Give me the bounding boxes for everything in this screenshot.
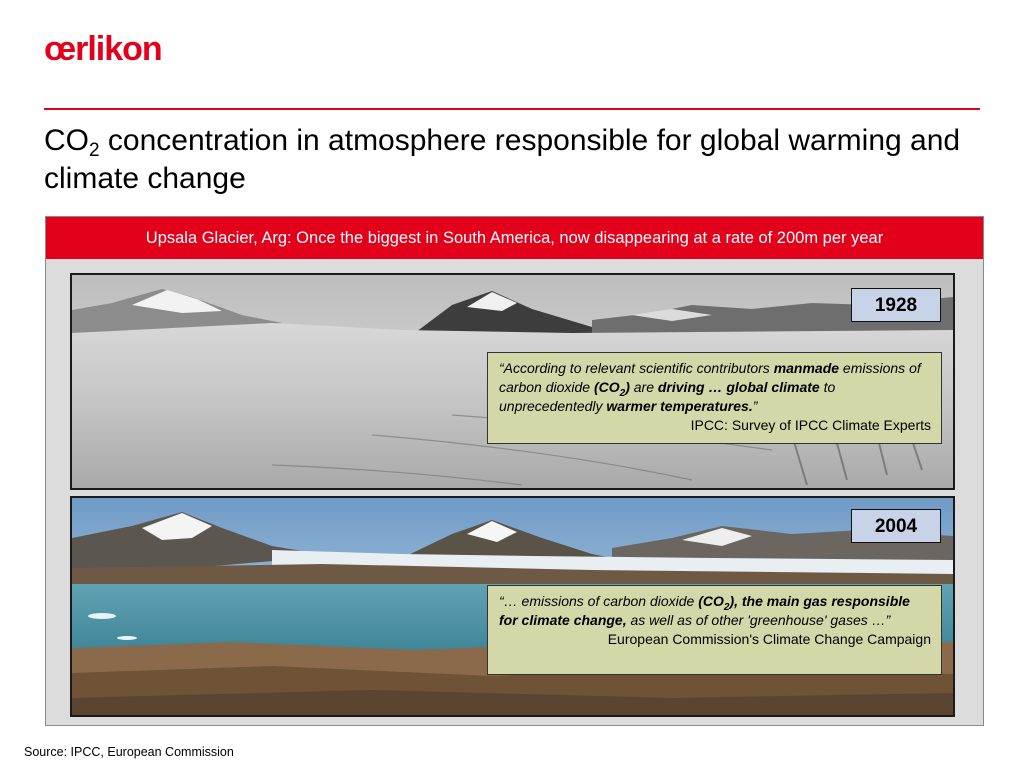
ipcc-quote-text bbox=[499, 359, 931, 416]
year-label-2004: 2004 bbox=[851, 509, 941, 543]
quote-fragment: ” bbox=[752, 398, 758, 414]
glacier-comparison-panel bbox=[45, 216, 984, 726]
quote-fragment: “… emissions of carbon dioxide bbox=[499, 593, 699, 609]
ipcc-quote-source: IPCC: Survey of IPCC Climate Experts bbox=[690, 417, 931, 433]
glacier-banner: Upsala Glacier, Arg: Once the biggest in South America, now disappearing at a rate of 200m per year bbox=[46, 217, 983, 259]
quote-fragment: (CO bbox=[698, 593, 724, 609]
ec-quote-box bbox=[487, 585, 942, 675]
quote-fragment: manmade bbox=[773, 360, 840, 376]
ipcc-quote-box bbox=[487, 352, 942, 444]
quote-fragment: warmer temperatures. bbox=[606, 398, 753, 414]
quote-fragment: ), the main gas responsible for climate change, bbox=[499, 593, 910, 628]
year-label-1928: 1928 bbox=[851, 288, 941, 322]
quote-fragment: emissions of carbon dioxide bbox=[499, 360, 921, 395]
quote-fragment: ) bbox=[625, 379, 630, 395]
quote-fragment: to unprecedentedly bbox=[499, 379, 836, 414]
slide-title: $CO_2$ concentration in atmosphere responsible for global warming and climate change bbox=[44, 124, 961, 195]
quote-fragment: (CO bbox=[593, 379, 620, 395]
quote-fragment: “According to relevant scientific contributors bbox=[499, 360, 774, 376]
footer-source: Source: IPCC, European Commission bbox=[24, 745, 234, 759]
quote-fragment: driving … global climate bbox=[657, 379, 820, 395]
quote-fragment: as well as of other 'greenhouse' gases …” bbox=[626, 612, 891, 628]
quote-fragment: are bbox=[629, 379, 658, 395]
oerlikon-logo: œrlikon bbox=[44, 30, 162, 68]
header-divider bbox=[44, 108, 980, 110]
ec-quote-text bbox=[499, 592, 931, 630]
quote-fragment: 2 bbox=[619, 387, 626, 399]
quote-fragment: 2 bbox=[723, 601, 730, 613]
ec-quote-source: European Commission's Climate Change Campaign bbox=[607, 631, 931, 647]
